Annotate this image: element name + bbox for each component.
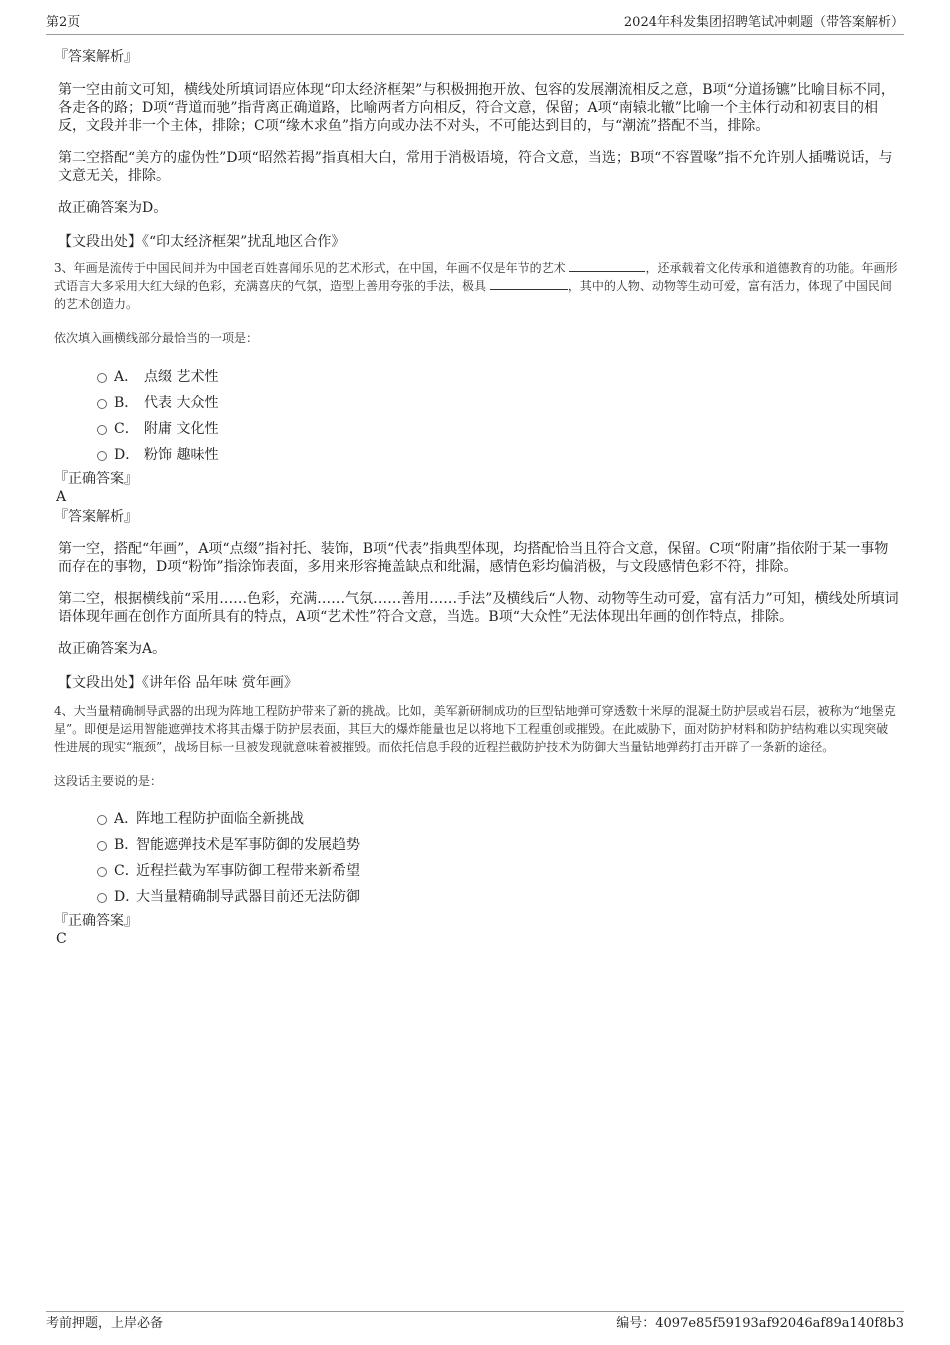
option-text: 附庸 文化性: [144, 421, 219, 437]
correct-answer: A: [56, 489, 67, 505]
stem-text: ，还承载着文化传承和道德教育的功能。年画形式语言大多采用大红大绿的色彩，充满喜庆的气氛，造型上善用夸张的手法，极具: [54, 261, 898, 293]
option-a[interactable]: [54, 806, 900, 832]
analysis-label: 『答案解析』: [54, 49, 138, 65]
radio-icon[interactable]: [97, 815, 107, 825]
question-3: [54, 259, 900, 692]
option-text: 大当量精确制导武器目前还无法防御: [136, 889, 360, 905]
question-stem: 4、大当量精确制导武器的出现为阵地工程防护带来了新的挑战。比如，美军新研制成功的巨型钻地弹可穿透数十米厚的混凝土防护层或岩石层，被称为“地堡克星”。即便是运用智能遮弹技术将其击爆于防护层表面，其巨大的爆炸能量也足以将地下工程重创或摧毁。在此威胁下，面对防护材料和防护结构难以实现突破性进展的现实“瓶颈”，战场目标一旦被发现就意味着被摧毁。而依托信息手段的近程拦截防护技术为防御大当量钻地弹药打击开辟了一条新的途径。: [54, 704, 896, 754]
page-footer: [46, 1311, 904, 1336]
option-text: 智能遮弹技术是军事防御的发展趋势: [136, 837, 360, 853]
option-text: 粉饰 趣味性: [144, 447, 219, 463]
option-letter: D．: [114, 447, 140, 463]
option-list: [54, 364, 900, 468]
analysis-conclusion: 故正确答案为D。: [58, 200, 168, 216]
option-c[interactable]: [54, 416, 900, 442]
option-letter: C．: [114, 421, 139, 437]
analysis-paragraph: 第二空，根据横线前“采用……色彩，充满……气氛……善用……手法”及横线后“人物、动物等生动可爱，富有活力”可知，横线处所填词语体现年画在创作方面所具有的特点，A项“艺术性”符合文意，当选。B项“大众性”无法体现出年画的创作特点，排除。: [58, 591, 899, 625]
question-stem: [54, 259, 900, 313]
source-citation: 【文段出处】《讲年俗 品年味 赏年画》: [58, 675, 298, 691]
radio-icon[interactable]: [97, 867, 107, 877]
option-d[interactable]: [54, 442, 900, 468]
correct-answer: C: [56, 931, 67, 947]
option-b[interactable]: [54, 390, 900, 416]
question-prompt: 这段话主要说的是：: [54, 774, 163, 788]
option-a[interactable]: [54, 364, 900, 390]
page-number: 第2页: [46, 15, 81, 30]
stem-text: 3、年画是流传于中国民间并为中国老百姓喜闻乐见的艺术形式，在中国，年画不仅是年节的艺术: [54, 261, 570, 275]
option-text: 代表 大众性: [144, 395, 219, 411]
q2-analysis: [54, 48, 900, 251]
option-text: 阵地工程防护面临全新挑战: [136, 811, 304, 827]
analysis-conclusion: 故正确答案为A。: [58, 641, 167, 657]
document-title: 2024年科发集团招聘笔试冲刺题（带答案解析）: [623, 15, 904, 30]
radio-icon[interactable]: [97, 451, 107, 461]
document-code: 编号：4097e85f59193af92046af89a140f8b3: [616, 1316, 904, 1331]
radio-icon[interactable]: [97, 425, 107, 435]
option-letter: A．: [114, 811, 139, 827]
option-b[interactable]: [54, 832, 900, 858]
analysis-paragraph: 第二空搭配“美方的虚伪性”D项“昭然若揭”指真相大白，常用于消极语境，符合文意，当选；B项“不容置喙”指不允许别人插嘴说话，与文意无关，排除。: [58, 150, 893, 184]
option-list: [54, 806, 900, 910]
question-4: [54, 702, 900, 948]
fill-blank: [490, 277, 568, 290]
radio-icon[interactable]: [97, 893, 107, 903]
option-text: 点缀 艺术性: [144, 369, 219, 385]
option-letter: C．: [114, 863, 139, 879]
analysis-paragraph: 第一空由前文可知，横线处所填词语应体现“印太经济框架”与积极拥抱开放、包容的发展潮流相反之意，B项“分道扬镳”比喻目标不同，各走各的路；D项“背道而驰”指背离正确道路，比喻两者方向相反，符合文意，保留；A项“南辕北辙”比喻一个主体行动和初衷目的相反，文段并非一个主体，排除；C项“缘木求鱼”指方向或办法不对头，不可能达到目的，与“潮流”搭配不当，排除。: [58, 82, 895, 134]
radio-icon[interactable]: [97, 399, 107, 409]
option-letter: D．: [114, 889, 140, 905]
answer-label: 『正确答案』: [54, 913, 138, 929]
page-header: [46, 14, 904, 35]
analysis-paragraph: 第一空，搭配“年画”，A项“点缀”指衬托、装饰，B项“代表”指典型体现，均搭配恰当且符合文意，保留。C项“附庸”指依附于某一事物而存在的事物，D项“粉饰”指涂饰表面，多用来形容掩盖缺点和纰漏，感情色彩均偏消极，与文段感情色彩不符，排除。: [58, 541, 889, 575]
main-content: [54, 48, 900, 948]
question-prompt: 依次填入画横线部分最恰当的一项是：: [54, 331, 259, 345]
option-letter: B．: [114, 395, 139, 411]
fill-blank: [569, 259, 645, 272]
option-text: 近程拦截为军事防御工程带来新希望: [136, 863, 360, 879]
radio-icon[interactable]: [97, 841, 107, 851]
analysis-label: 『答案解析』: [54, 509, 138, 525]
answer-label: 『正确答案』: [54, 471, 138, 487]
option-letter: B．: [114, 837, 139, 853]
option-letter: A．: [114, 369, 139, 385]
source-citation: 【文段出处】《“印太经济框架”扰乱地区合作》: [58, 234, 346, 250]
footer-slogan: 考前押题，上岸必备: [46, 1316, 164, 1331]
option-c[interactable]: [54, 858, 900, 884]
option-d[interactable]: [54, 884, 900, 910]
radio-icon[interactable]: [97, 373, 107, 383]
stem-text: ，其中的人物、动物等生动可爱，富有活力，体现了中国民间的艺术创造力。: [54, 279, 892, 311]
